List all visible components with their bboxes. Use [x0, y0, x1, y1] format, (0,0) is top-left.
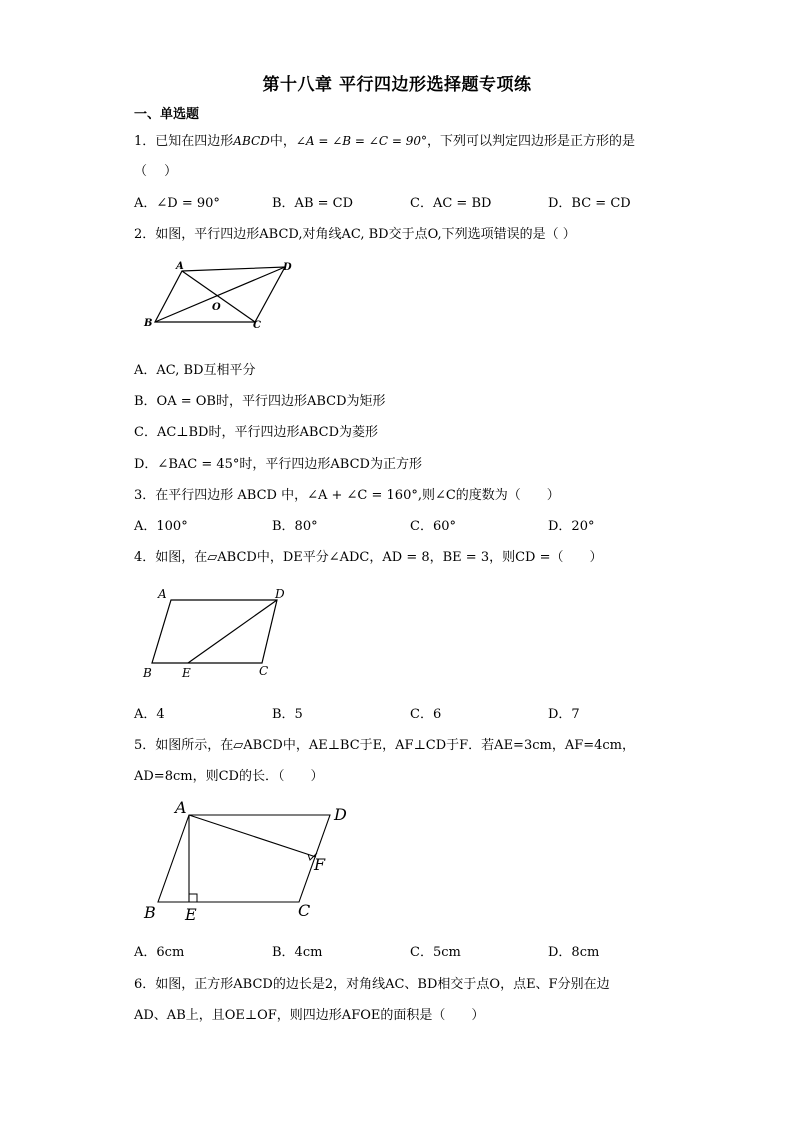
q5-option-b: B．4cm [272, 945, 323, 960]
q5-option-d: D．8cm [548, 945, 600, 960]
q5-option-a: A．6cm [134, 945, 185, 960]
q1-number: 1． [134, 134, 156, 149]
q4-option-a: A．4 [134, 707, 165, 722]
q4-option-b: B．5 [272, 707, 303, 722]
q4-label-d: D [275, 587, 285, 601]
q1-condition: ∠A = ∠B = ∠C = 90° [295, 134, 427, 148]
q5-figure [142, 796, 372, 926]
q4-option-d: D．7 [548, 707, 580, 722]
q1-mid: 中， [269, 134, 296, 149]
question-6-stem-line-2: AD、AB上，且OE⊥OF，则四边形AFOE的面积是（ ） [134, 1008, 485, 1023]
q1-option-c: C．AC = BD [410, 196, 492, 211]
q3-option-d: D．20° [548, 519, 595, 534]
q1-option-a: A．∠D = 90° [134, 196, 220, 211]
page-title: 第十八章 平行四边形选择题专项练 [262, 75, 532, 95]
question-2-stem: 2．如图，平行四边形ABCD,对角线AC, BD交于点O,下列选项错误的是（ ） [134, 227, 576, 242]
q1-option-b: B．AB = CD [272, 196, 354, 211]
q4-option-c: C．6 [410, 707, 442, 722]
q2-option-a: A．AC, BD互相平分 [134, 363, 256, 378]
q4-label-b: B [143, 666, 152, 680]
q5-label-c: C [298, 901, 311, 920]
question-5-stem-line-1: 5．如图所示，在▱ABCD中，AE⊥BC于E，AF⊥CD于F．若AE=3cm，AF=4cm， [134, 738, 636, 753]
question-1-stem [134, 130, 635, 149]
q5-label-b: B [144, 903, 156, 922]
q2-label-d: D [283, 262, 292, 273]
q2-label-o: O [212, 302, 221, 313]
question-3-stem: 3．在平行四边形 ABCD 中，∠A + ∠C = 160°,则∠C的度数为（ ） [134, 488, 560, 503]
q2-figure [140, 258, 300, 333]
q5-option-c: C．5cm [410, 945, 461, 960]
q4-figure [138, 584, 298, 684]
q4-label-c: C [259, 664, 269, 678]
q2-label-a: A [176, 261, 184, 272]
q5-label-f: F [314, 855, 326, 874]
q3-option-a: A．100° [134, 519, 188, 534]
q5-label-e: E [185, 905, 197, 924]
q2-option-c: C．AC⊥BD时，平行四边形ABCD为菱形 [134, 425, 379, 440]
q2-label-c: C [253, 320, 261, 331]
q3-option-c: C．60° [410, 519, 456, 534]
q4-label-e: E [182, 666, 191, 680]
q1-answer-paren: （ ） [134, 164, 178, 179]
q2-option-d: D．∠BAC = 45°时，平行四边形ABCD为正方形 [134, 457, 422, 472]
q1-pre: 已知在四边形 [155, 134, 234, 149]
q1-shape: ABCD [233, 134, 270, 148]
q2-label-b: B [144, 318, 153, 329]
q2-option-b: B．OA = OB时，平行四边形ABCD为矩形 [134, 394, 386, 409]
q1-option-d: D．BC = CD [548, 196, 631, 211]
q5-label-d: D [334, 805, 347, 824]
q4-label-a: A [158, 587, 167, 601]
section-heading: 一、单选题 [134, 107, 200, 122]
q1-post: ，下列可以判定四边形是正方形的是 [426, 134, 635, 149]
q3-option-b: B．80° [272, 519, 318, 534]
question-6-stem-line-1: 6．如图，正方形ABCD的边长是2，对角线AC、BD相交于点O，点E、F分别在边 [134, 977, 610, 992]
q5-label-a: A [175, 798, 187, 817]
question-4-stem: 4．如图，在▱ABCD中，DE平分∠ADC，AD = 8，BE = 3，则CD =（ ） [134, 550, 603, 565]
question-5-stem-line-2: AD=8cm，则CD的长．（ ） [134, 769, 324, 784]
